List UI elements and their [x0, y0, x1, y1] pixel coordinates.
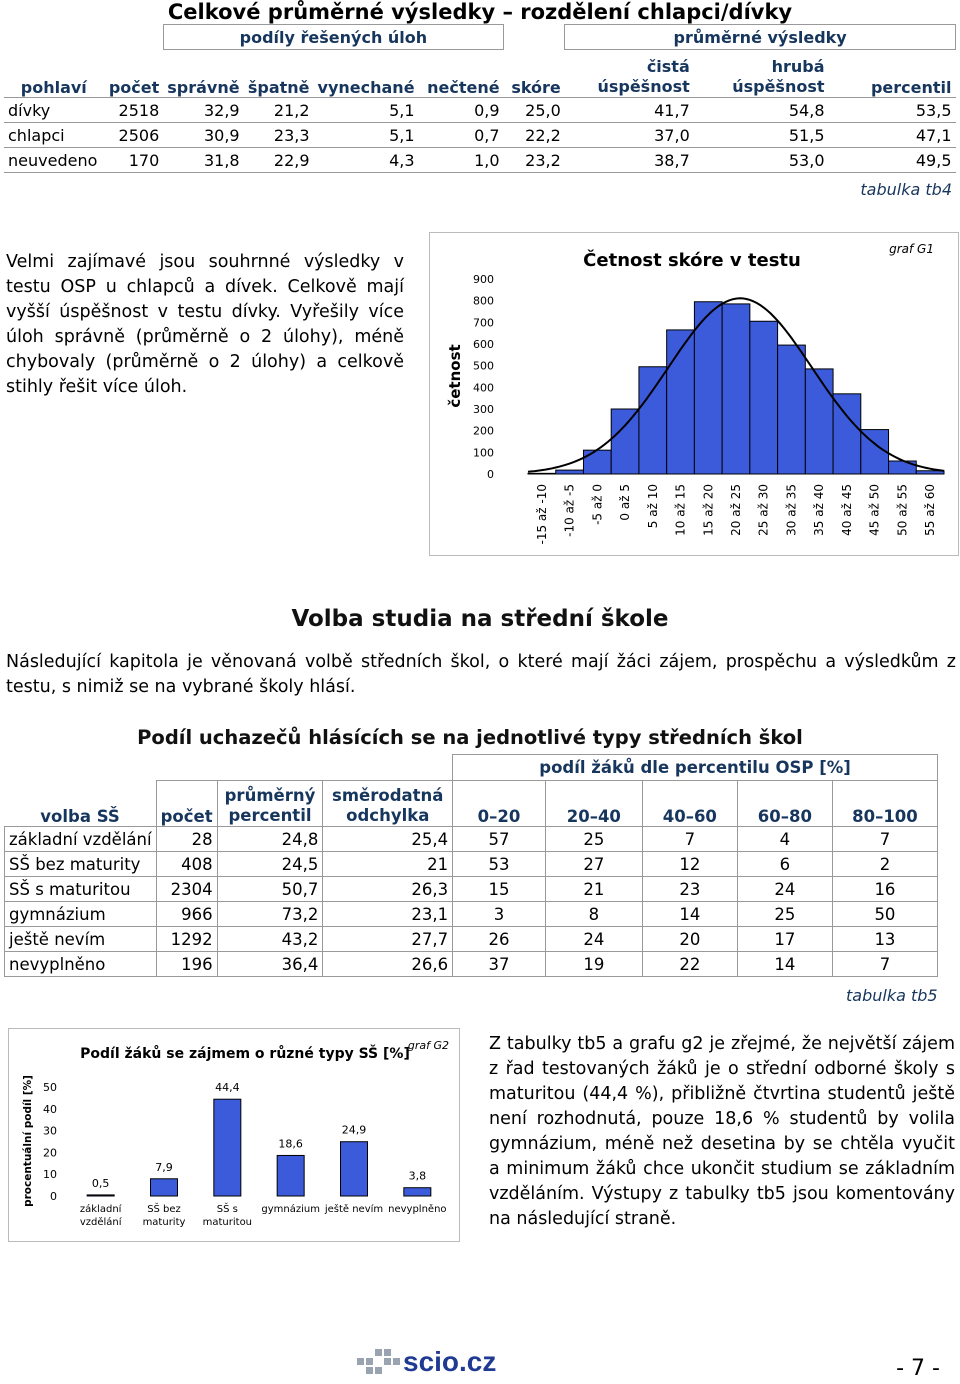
tb4-caption: tabulka tb4 — [860, 180, 952, 199]
table-cell: 31,8 — [163, 148, 243, 173]
histogram-g1 — [430, 233, 958, 555]
logo-text: scio.cz — [403, 1346, 497, 1377]
table-cell: 21 — [545, 877, 642, 902]
table-cell: 2506 — [104, 123, 164, 148]
table-row — [4, 148, 956, 173]
table-cell: SŠ bez maturity — [5, 852, 157, 877]
table-cell: SŠ s maturitou — [5, 877, 157, 902]
table-cell: 23 — [642, 877, 737, 902]
table-cell: 23,3 — [244, 123, 314, 148]
histogram-bar — [556, 470, 584, 474]
table-cell: 51,5 — [694, 123, 829, 148]
tb5-header: 60–80 — [737, 781, 832, 827]
table-cell: 22,9 — [244, 148, 314, 173]
table-cell: 28 — [156, 827, 217, 852]
histogram-bar — [805, 369, 833, 474]
histogram-bar — [833, 394, 861, 474]
table-cell: 73,2 — [217, 902, 323, 927]
chart-title: Četnost skóre v testu — [583, 250, 801, 271]
bar-chart-g2 — [9, 1029, 459, 1241]
table-cell: 50,7 — [217, 877, 323, 902]
table-cell: 50 — [832, 902, 937, 927]
tb5-header: směrodatná odchylka — [323, 781, 453, 827]
x-tick-label: nevyplněno — [388, 1204, 447, 1215]
y-tick-label: 800 — [473, 294, 494, 308]
histogram-bar — [528, 473, 556, 474]
x-tick-label: 30 až 35 — [784, 484, 799, 536]
tb5-header: průměrný percentil — [217, 781, 323, 827]
table-row — [5, 827, 938, 852]
table-cell: 7 — [832, 952, 937, 977]
x-tick-label: 25 až 30 — [756, 484, 771, 536]
table-cell: 26,6 — [323, 952, 453, 977]
table-cell: 25 — [545, 827, 642, 852]
table-cell: ještě nevím — [5, 927, 157, 952]
table-cell: 25 — [737, 902, 832, 927]
table-cell: 4,3 — [314, 148, 419, 173]
x-tick-label: základní vzdělání — [79, 1204, 122, 1228]
data-label: 44,4 — [215, 1081, 240, 1095]
tb4-group-right: průměrné výsledky — [565, 25, 956, 50]
bar — [87, 1195, 114, 1196]
table-cell: 408 — [156, 852, 217, 877]
tb4-title: Celkové průměrné výsledky – rozdělení chlapci/dívky — [167, 0, 793, 24]
tb5-header: 20–40 — [545, 781, 642, 827]
chart-g1 — [429, 232, 959, 556]
table-cell: 25,4 — [323, 827, 453, 852]
table-cell: chlapci — [4, 123, 104, 148]
tb4-header: špatně — [247, 78, 310, 97]
y-tick-label: 30 — [43, 1124, 57, 1138]
bar — [151, 1179, 178, 1196]
tb4-header: hrubá úspěšnost — [732, 57, 825, 96]
tb5-header: počet — [156, 781, 217, 827]
data-label: 7,9 — [155, 1160, 173, 1174]
y-tick-label: 100 — [473, 446, 494, 460]
y-tick-label: 500 — [473, 359, 494, 373]
tb4-header: skóre — [511, 78, 561, 97]
table-cell: 32,9 — [163, 98, 243, 123]
table-cell: 24 — [545, 927, 642, 952]
table-cell: 26 — [453, 927, 546, 952]
table-row — [5, 902, 938, 927]
y-tick-label: 50 — [43, 1081, 57, 1094]
tb4-header: percentil — [870, 78, 952, 97]
table-cell: 37,0 — [565, 123, 694, 148]
data-label: 0,5 — [91, 1176, 110, 1190]
histogram-bar — [722, 304, 750, 474]
table-cell: 22 — [642, 952, 737, 977]
bar — [341, 1142, 368, 1196]
histogram-bar — [583, 450, 611, 474]
bar — [277, 1155, 304, 1196]
tb4-header: pohlaví — [20, 78, 87, 97]
histogram-bar — [639, 367, 667, 474]
results-table-tb4 — [4, 24, 956, 173]
table-cell: nevyplněno — [5, 952, 157, 977]
histogram-bar — [778, 345, 806, 474]
y-tick-label: 0 — [50, 1190, 57, 1203]
table-cell: 27,7 — [323, 927, 453, 952]
y-tick-label: 900 — [473, 273, 494, 286]
table-row — [4, 123, 956, 148]
x-tick-label: gymnázium — [261, 1204, 320, 1215]
conclusion-paragraph: Z tabulky tb5 a grafu g2 je zřejmé, že největší zájem z řad testovaných žáků je o střední odborné školy s maturitou (44,4 %), přibližně čtvrtina studentů ještě není rozhodnutá, pouze 18,6 % studentů by volila gymnázium, méně než desetina by se chtěla vyučit a minimum žáků chce ukončit studium se základním vzděláním. Výstupy z tabulky tb5 jsou komentovány na následující straně. — [489, 1034, 955, 1229]
table-cell: 20 — [642, 927, 737, 952]
table-row — [5, 852, 938, 877]
histogram-bar — [694, 302, 722, 474]
x-tick-label: 35 až 40 — [812, 484, 827, 536]
table-cell: neuvedeno — [4, 148, 104, 173]
x-tick-label: 10 až 15 — [673, 484, 688, 536]
x-tick-label: 45 až 50 — [867, 484, 882, 536]
table-cell: 14 — [737, 952, 832, 977]
table-cell: 36,4 — [217, 952, 323, 977]
table-cell: 8 — [545, 902, 642, 927]
table-cell: 47,1 — [829, 123, 956, 148]
tb5-header: volba SŠ — [5, 781, 157, 827]
y-axis-label: četnost — [446, 344, 464, 408]
table-cell: 19 — [545, 952, 642, 977]
x-tick-label: 15 až 20 — [701, 484, 716, 536]
table-cell: 3 — [453, 902, 546, 927]
table-row — [5, 877, 938, 902]
table-cell: 37 — [453, 952, 546, 977]
chart-g2 — [8, 1028, 460, 1242]
chart-tag: graf G2 — [407, 1039, 449, 1052]
tb5-header: 80–100 — [832, 781, 937, 827]
intro-paragraph: Následující kapitola je věnovaná volbě středních škol, o které mají žáci zájem, prospěchu a výsledkům z testu, s nimiž se na vybrané školy hlásí. — [6, 652, 956, 697]
table-cell: 41,7 — [565, 98, 694, 123]
data-label: 24,9 — [341, 1123, 367, 1137]
tb4-group-left: podíly řešených úloh — [163, 25, 503, 50]
chart-title: Podíl žáků se zájmem o různé typy SŠ [%] — [80, 1046, 410, 1062]
tb4-header: počet — [108, 78, 160, 97]
table-cell: 49,5 — [829, 148, 956, 173]
table-cell: 13 — [832, 927, 937, 952]
table-cell: 0,9 — [419, 98, 504, 123]
table-row — [5, 952, 938, 977]
table-cell: 26,3 — [323, 877, 453, 902]
tb5-group-right: podíl žáků dle percentilu OSP [%] — [453, 755, 938, 781]
y-tick-label: 0 — [487, 468, 494, 481]
x-tick-label: -15 až -10 — [534, 484, 549, 545]
y-tick-label: 700 — [473, 316, 494, 330]
table-cell: 16 — [832, 877, 937, 902]
x-tick-label: SŠ bez maturity — [142, 1204, 186, 1228]
table-cell: 14 — [642, 902, 737, 927]
tb4-header: čistá úspěšnost — [597, 57, 690, 96]
table-cell: 2304 — [156, 877, 217, 902]
table-cell: 2518 — [104, 98, 164, 123]
scio-logo — [355, 1346, 585, 1380]
x-tick-label: ještě nevím — [324, 1204, 384, 1215]
table-cell: 25,0 — [504, 98, 565, 123]
y-tick-label: 40 — [43, 1102, 57, 1116]
table-cell: 24,8 — [217, 827, 323, 852]
histogram-bar — [889, 461, 917, 474]
section-title: Volba studia na střední škole — [291, 606, 669, 632]
summary-paragraph: Velmi zajímavé jsou souhrnné výsledky v testu OSP u chlapců a dívek. Celkově mají vyšší úspěšnost v testu dívky. Vyřešily více úloh správně (průměrně o 2 úlohy), méně chybovaly (průměrně o 2 úlohy) a celkově stihly řešit více úloh. — [6, 252, 404, 397]
school-choice-table-tb5 — [4, 754, 938, 977]
x-tick-label: 55 až 60 — [923, 483, 938, 536]
x-tick-label: 50 až 55 — [895, 484, 910, 536]
table-cell: 21 — [323, 852, 453, 877]
tb5-header: 0–20 — [453, 781, 546, 827]
x-tick-label: 20 až 25 — [729, 484, 743, 536]
table-cell: 53,5 — [829, 98, 956, 123]
table-cell: 54,8 — [694, 98, 829, 123]
bar — [214, 1099, 241, 1196]
table-cell: 43,2 — [217, 927, 323, 952]
y-tick-label: 600 — [473, 338, 494, 351]
y-tick-label: 20 — [43, 1146, 57, 1160]
table-cell: 4 — [737, 827, 832, 852]
x-tick-label: -10 až -5 — [562, 484, 577, 537]
y-tick-label: 10 — [43, 1168, 57, 1182]
table-cell: 53 — [453, 852, 546, 877]
tb5-title: Podíl uchazečů hlásících se na jednotlivé typy středních škol — [137, 726, 803, 749]
x-tick-label: 40 až 45 — [839, 484, 854, 536]
histogram-bar — [750, 321, 778, 474]
table-cell: dívky — [4, 98, 104, 123]
table-cell: 22,2 — [504, 123, 565, 148]
table-cell: 5,1 — [314, 123, 419, 148]
chart-tag: graf G1 — [889, 242, 934, 256]
table-cell: 0,7 — [419, 123, 504, 148]
table-cell: 7 — [832, 827, 937, 852]
table-cell: 12 — [642, 852, 737, 877]
table-cell: 30,9 — [163, 123, 243, 148]
table-row — [4, 98, 956, 123]
y-tick-label: 300 — [473, 403, 494, 416]
table-cell: 24,5 — [217, 852, 323, 877]
table-cell: 7 — [642, 827, 737, 852]
y-tick-label: 200 — [473, 424, 494, 438]
y-axis-label: procentuální podíl [%] — [22, 1075, 34, 1207]
table-row — [5, 927, 938, 952]
table-cell: 53,0 — [694, 148, 829, 173]
data-label: 18,6 — [278, 1137, 303, 1151]
histogram-bar — [667, 330, 695, 474]
table-cell: 57 — [453, 827, 546, 852]
data-label: 3,8 — [408, 1169, 427, 1183]
tb5-caption: tabulka tb5 — [846, 986, 938, 1005]
table-cell: 1292 — [156, 927, 217, 952]
table-cell: 6 — [737, 852, 832, 877]
table-cell: 966 — [156, 902, 217, 927]
x-tick-label: -5 až 0 — [590, 484, 605, 525]
x-tick-label: SŠ s maturitou — [202, 1204, 253, 1228]
bar — [404, 1188, 431, 1196]
table-cell: 24 — [737, 877, 832, 902]
table-cell: 17 — [737, 927, 832, 952]
table-cell: 27 — [545, 852, 642, 877]
table-cell: 21,2 — [244, 98, 314, 123]
table-cell: 170 — [104, 148, 164, 173]
table-cell: gymnázium — [5, 902, 157, 927]
y-tick-label: 400 — [473, 381, 494, 395]
tb4-header: správně — [167, 78, 240, 97]
table-cell: 23,1 — [323, 902, 453, 927]
tb4-header: nečtené — [427, 78, 500, 97]
table-cell: 2 — [832, 852, 937, 877]
page-number: - 7 - — [896, 1356, 940, 1381]
table-cell: 38,7 — [565, 148, 694, 173]
table-cell: 23,2 — [504, 148, 565, 173]
x-tick-label: 5 až 10 — [645, 484, 660, 529]
histogram-bar — [611, 409, 639, 474]
x-tick-label: 0 až 5 — [618, 484, 633, 521]
table-cell: 196 — [156, 952, 217, 977]
table-cell: základní vzdělání — [5, 827, 157, 852]
tb4-header: vynechané — [317, 78, 415, 97]
table-cell: 5,1 — [314, 98, 419, 123]
table-cell: 1,0 — [419, 148, 504, 173]
tb5-header: 40–60 — [642, 781, 737, 827]
table-cell: 15 — [453, 877, 546, 902]
